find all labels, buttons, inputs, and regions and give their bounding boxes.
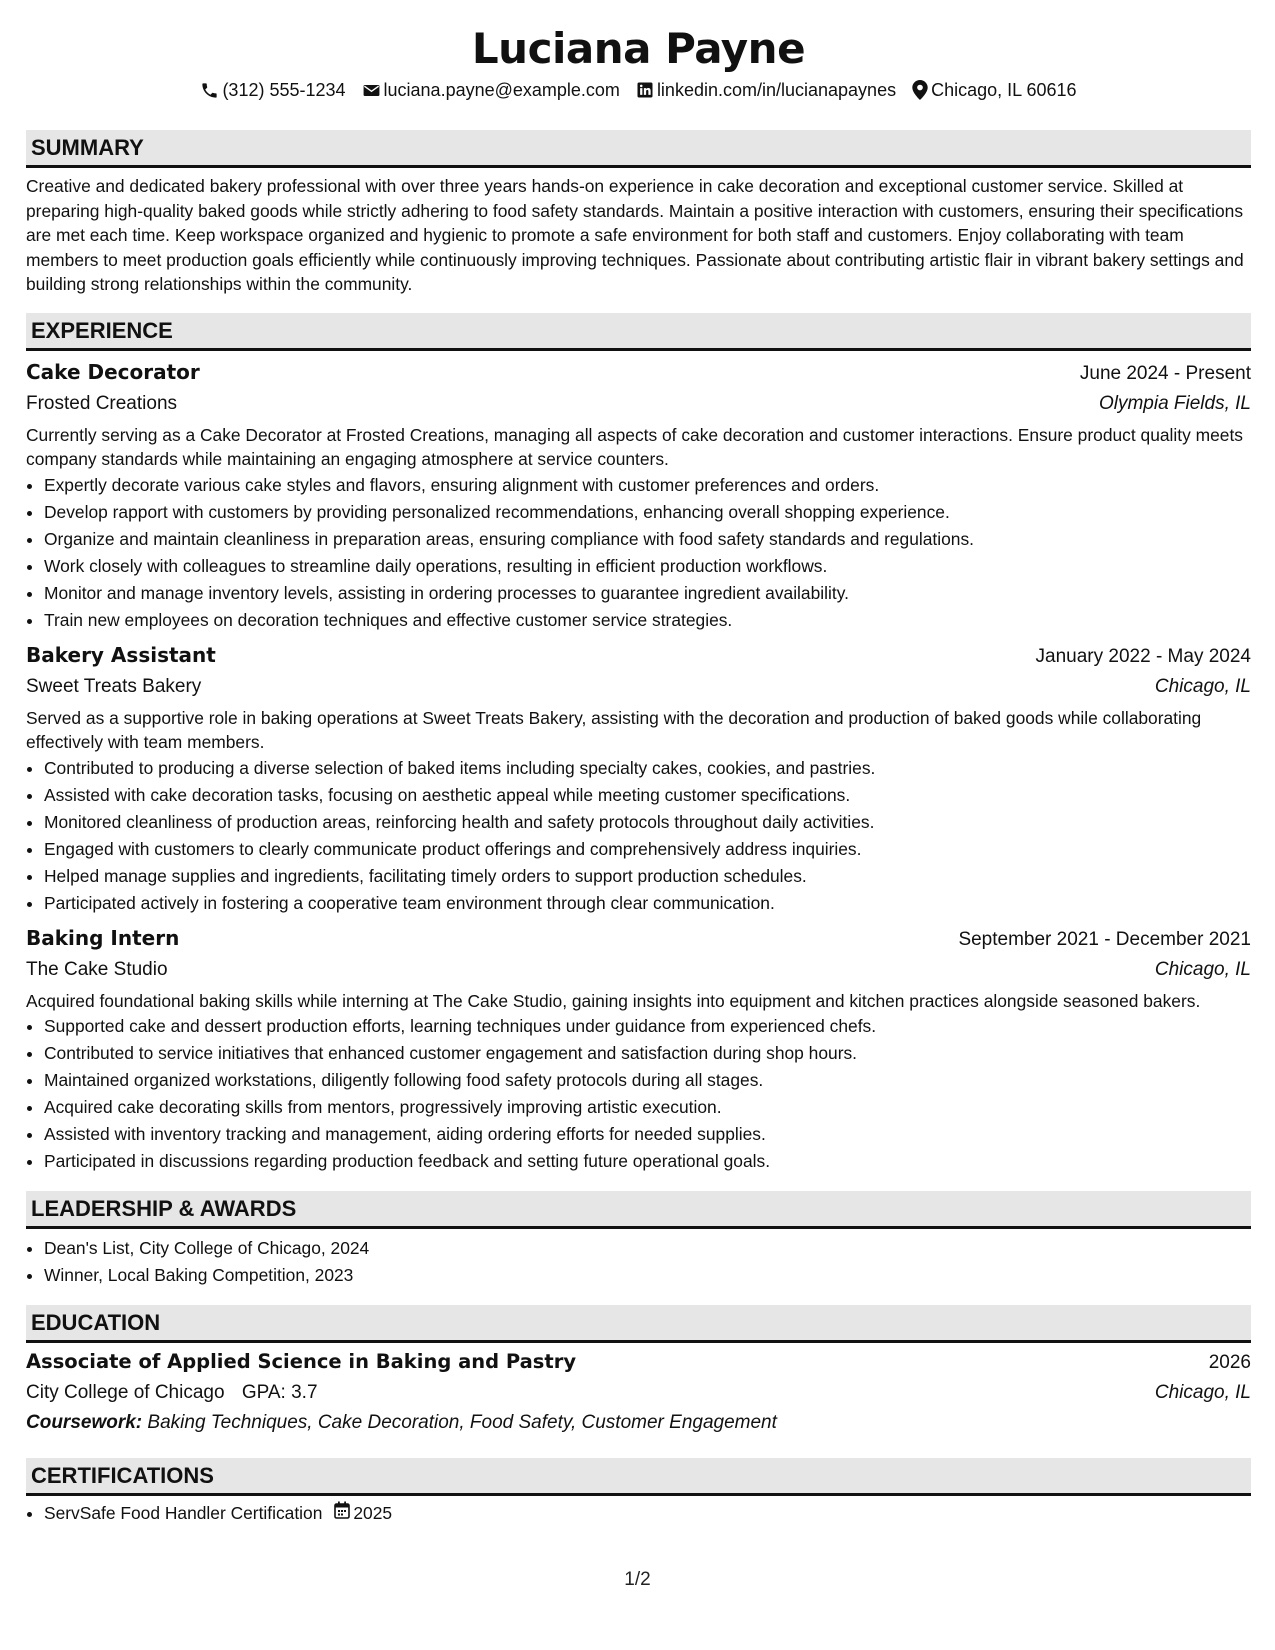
job-dates: September 2021 - December 2021 bbox=[958, 928, 1251, 950]
certifications-heading: CERTIFICATIONS bbox=[26, 1458, 1251, 1496]
contact-linkedin[interactable] bbox=[636, 78, 896, 102]
job-location: Chicago, IL bbox=[1154, 675, 1251, 697]
certification-name: • ServSafe Food Handler Certification bbox=[44, 1503, 323, 1523]
list-item: • Monitored cleanliness of production areas, reinforcing health and safety protocols throughout daily activities. bbox=[44, 809, 1251, 836]
job-company: Sweet Treats Bakery bbox=[26, 675, 202, 697]
list-item: • Engaged with customers to clearly communicate product offerings and comprehensively address inquiries. bbox=[44, 836, 1251, 863]
resume-page bbox=[26, 0, 1251, 1527]
list-item: • Supported cake and dessert production efforts, learning techniques under guidance from experienced chefs. bbox=[44, 1013, 1251, 1040]
job-dates: June 2024 - Present bbox=[1079, 362, 1251, 384]
awards-list bbox=[26, 1235, 1251, 1289]
page-number: 1/2 bbox=[624, 1569, 651, 1590]
linkedin-icon bbox=[636, 81, 654, 99]
coursework-label: Coursework: bbox=[26, 1412, 143, 1433]
map-pin-icon bbox=[912, 80, 928, 100]
list-item: • Maintained organized workstations, diligently following food safety protocols during all stages. bbox=[44, 1067, 1251, 1094]
list-item: • Train new employees on decoration techniques and effective customer service strategies. bbox=[44, 607, 1251, 634]
summary-text: Creative and dedicated bakery professional with over three years hands-on experience in cake decoration and exceptional customer service. Skilled at preparing high-quality baked goods while strictly adhering to food safety standards. Maintain a positive interaction with customers, ensuring their specifications are met each time. Keep workspace organized and hygienic to promote a safe environment for both staff and customers. Enjoy collaborating with team members to meet production goals efficiently while continuously improving techniques. Passionate about contributing artistic flair in vibrant bakery settings and building strong relationships within the community. bbox=[26, 176, 1244, 294]
graduation-year: 2026 bbox=[1208, 1352, 1251, 1373]
candidate-name: Luciana Payne bbox=[471, 24, 806, 73]
contact-location bbox=[912, 78, 1076, 102]
job-entry bbox=[26, 357, 1251, 634]
job-title: Bakery Assistant bbox=[26, 642, 216, 667]
job-description: Acquired foundational baking skills while interning at The Cake Studio, gaining insights into equipment and kitchen practices alongside seasoned bakers. bbox=[26, 990, 1201, 1011]
list-item: • Contributed to producing a diverse selection of baked items including specialty cakes, cookies, and pastries. bbox=[44, 755, 1251, 782]
email-text: luciana.payne@example.com bbox=[383, 80, 620, 100]
location-text: Chicago, IL 60616 bbox=[931, 80, 1077, 100]
list-item bbox=[44, 1500, 1251, 1527]
contact-phone bbox=[200, 78, 345, 102]
list-item: • Acquired cake decorating skills from mentors, progressively improving artistic execution. bbox=[44, 1094, 1251, 1121]
job-location: Olympia Fields, IL bbox=[1098, 392, 1251, 414]
job-description: Served as a supportive role in baking operations at Sweet Treats Bakery, assisting with the decoration and production of baked goods while collaborating effectively with team members. bbox=[26, 707, 1202, 752]
job-dates: January 2022 - May 2024 bbox=[1035, 645, 1251, 667]
job-bullets bbox=[26, 755, 1251, 917]
list-item: • Assisted with inventory tracking and management, aiding ordering efforts for needed supplies. bbox=[44, 1121, 1251, 1148]
list-item: • Assisted with cake decoration tasks, focusing on aesthetic appeal while meeting customer specifications. bbox=[44, 782, 1251, 809]
contact-bar bbox=[26, 78, 1251, 102]
list-item: • Expertly decorate various cake styles and flavors, ensuring alignment with customer preferences and orders. bbox=[44, 472, 1251, 499]
list-item: • Work closely with colleagues to streamline daily operations, resulting in efficient production workflows. bbox=[44, 553, 1251, 580]
phone-icon bbox=[200, 81, 219, 100]
job-company: Frosted Creations bbox=[26, 392, 178, 414]
degree-title: Associate of Applied Science in Baking and Pastry bbox=[26, 1350, 577, 1373]
certification-date: 2025 bbox=[353, 1503, 393, 1523]
list-item: • Participated in discussions regarding production feedback and setting future operational goals. bbox=[44, 1148, 1251, 1175]
calendar-icon bbox=[334, 1500, 350, 1527]
coursework bbox=[26, 1408, 1251, 1438]
list-item: • Helped manage supplies and ingredients, facilitating timely orders to support production schedules. bbox=[44, 863, 1251, 890]
list-item: • Participated actively in fostering a cooperative team environment through clear communication. bbox=[44, 890, 1251, 917]
education-heading: EDUCATION bbox=[26, 1305, 1251, 1343]
gpa: GPA: 3.7 bbox=[241, 1382, 318, 1403]
awards-heading: LEADERSHIP & AWARDS bbox=[26, 1191, 1251, 1229]
experience-heading: EXPERIENCE bbox=[26, 313, 1251, 351]
list-item: • Develop rapport with customers by providing personalized recommendations, enhancing overall shopping experience. bbox=[44, 499, 1251, 526]
job-entry bbox=[26, 640, 1251, 917]
certifications-list bbox=[26, 1500, 1251, 1527]
education-entry bbox=[26, 1347, 1251, 1438]
job-bullets bbox=[26, 472, 1251, 634]
list-item: • Dean's List, City College of Chicago, 2024 bbox=[44, 1235, 1251, 1262]
job-company: The Cake Studio bbox=[26, 958, 168, 980]
contact-email[interactable] bbox=[362, 78, 620, 102]
envelope-icon bbox=[362, 81, 381, 100]
list-item: • Monitor and manage inventory levels, assisting in ordering processes to guarantee ingredient availability. bbox=[44, 580, 1251, 607]
job-bullets bbox=[26, 1013, 1251, 1175]
school-name: City College of Chicago bbox=[26, 1382, 225, 1403]
job-location: Chicago, IL bbox=[1154, 958, 1251, 980]
school-location: Chicago, IL bbox=[1154, 1382, 1251, 1403]
summary-heading: SUMMARY bbox=[26, 130, 1251, 168]
list-item: • Winner, Local Baking Competition, 2023 bbox=[44, 1262, 1251, 1289]
job-description: Currently serving as a Cake Decorator at Frosted Creations, managing all aspects of cake decoration and customer interactions. Ensure product quality meets company standards while maintaining an engaging atmosphere at service counters. bbox=[26, 424, 1243, 469]
job-title: Baking Intern bbox=[26, 925, 180, 950]
phone-text: (312) 555-1234 bbox=[222, 80, 346, 100]
job-title: Cake Decorator bbox=[26, 359, 200, 384]
job-entry bbox=[26, 923, 1251, 1176]
linkedin-text: linkedin.com/in/lucianapaynes bbox=[656, 80, 897, 100]
coursework-list: Baking Techniques, Cake Decoration, Food Safety, Customer Engagement bbox=[147, 1412, 777, 1433]
list-item: • Contributed to service initiatives that enhanced customer engagement and satisfaction during shop hours. bbox=[44, 1040, 1251, 1067]
list-item: • Organize and maintain cleanliness in preparation areas, ensuring compliance with food safety standards and regulations. bbox=[44, 526, 1251, 553]
